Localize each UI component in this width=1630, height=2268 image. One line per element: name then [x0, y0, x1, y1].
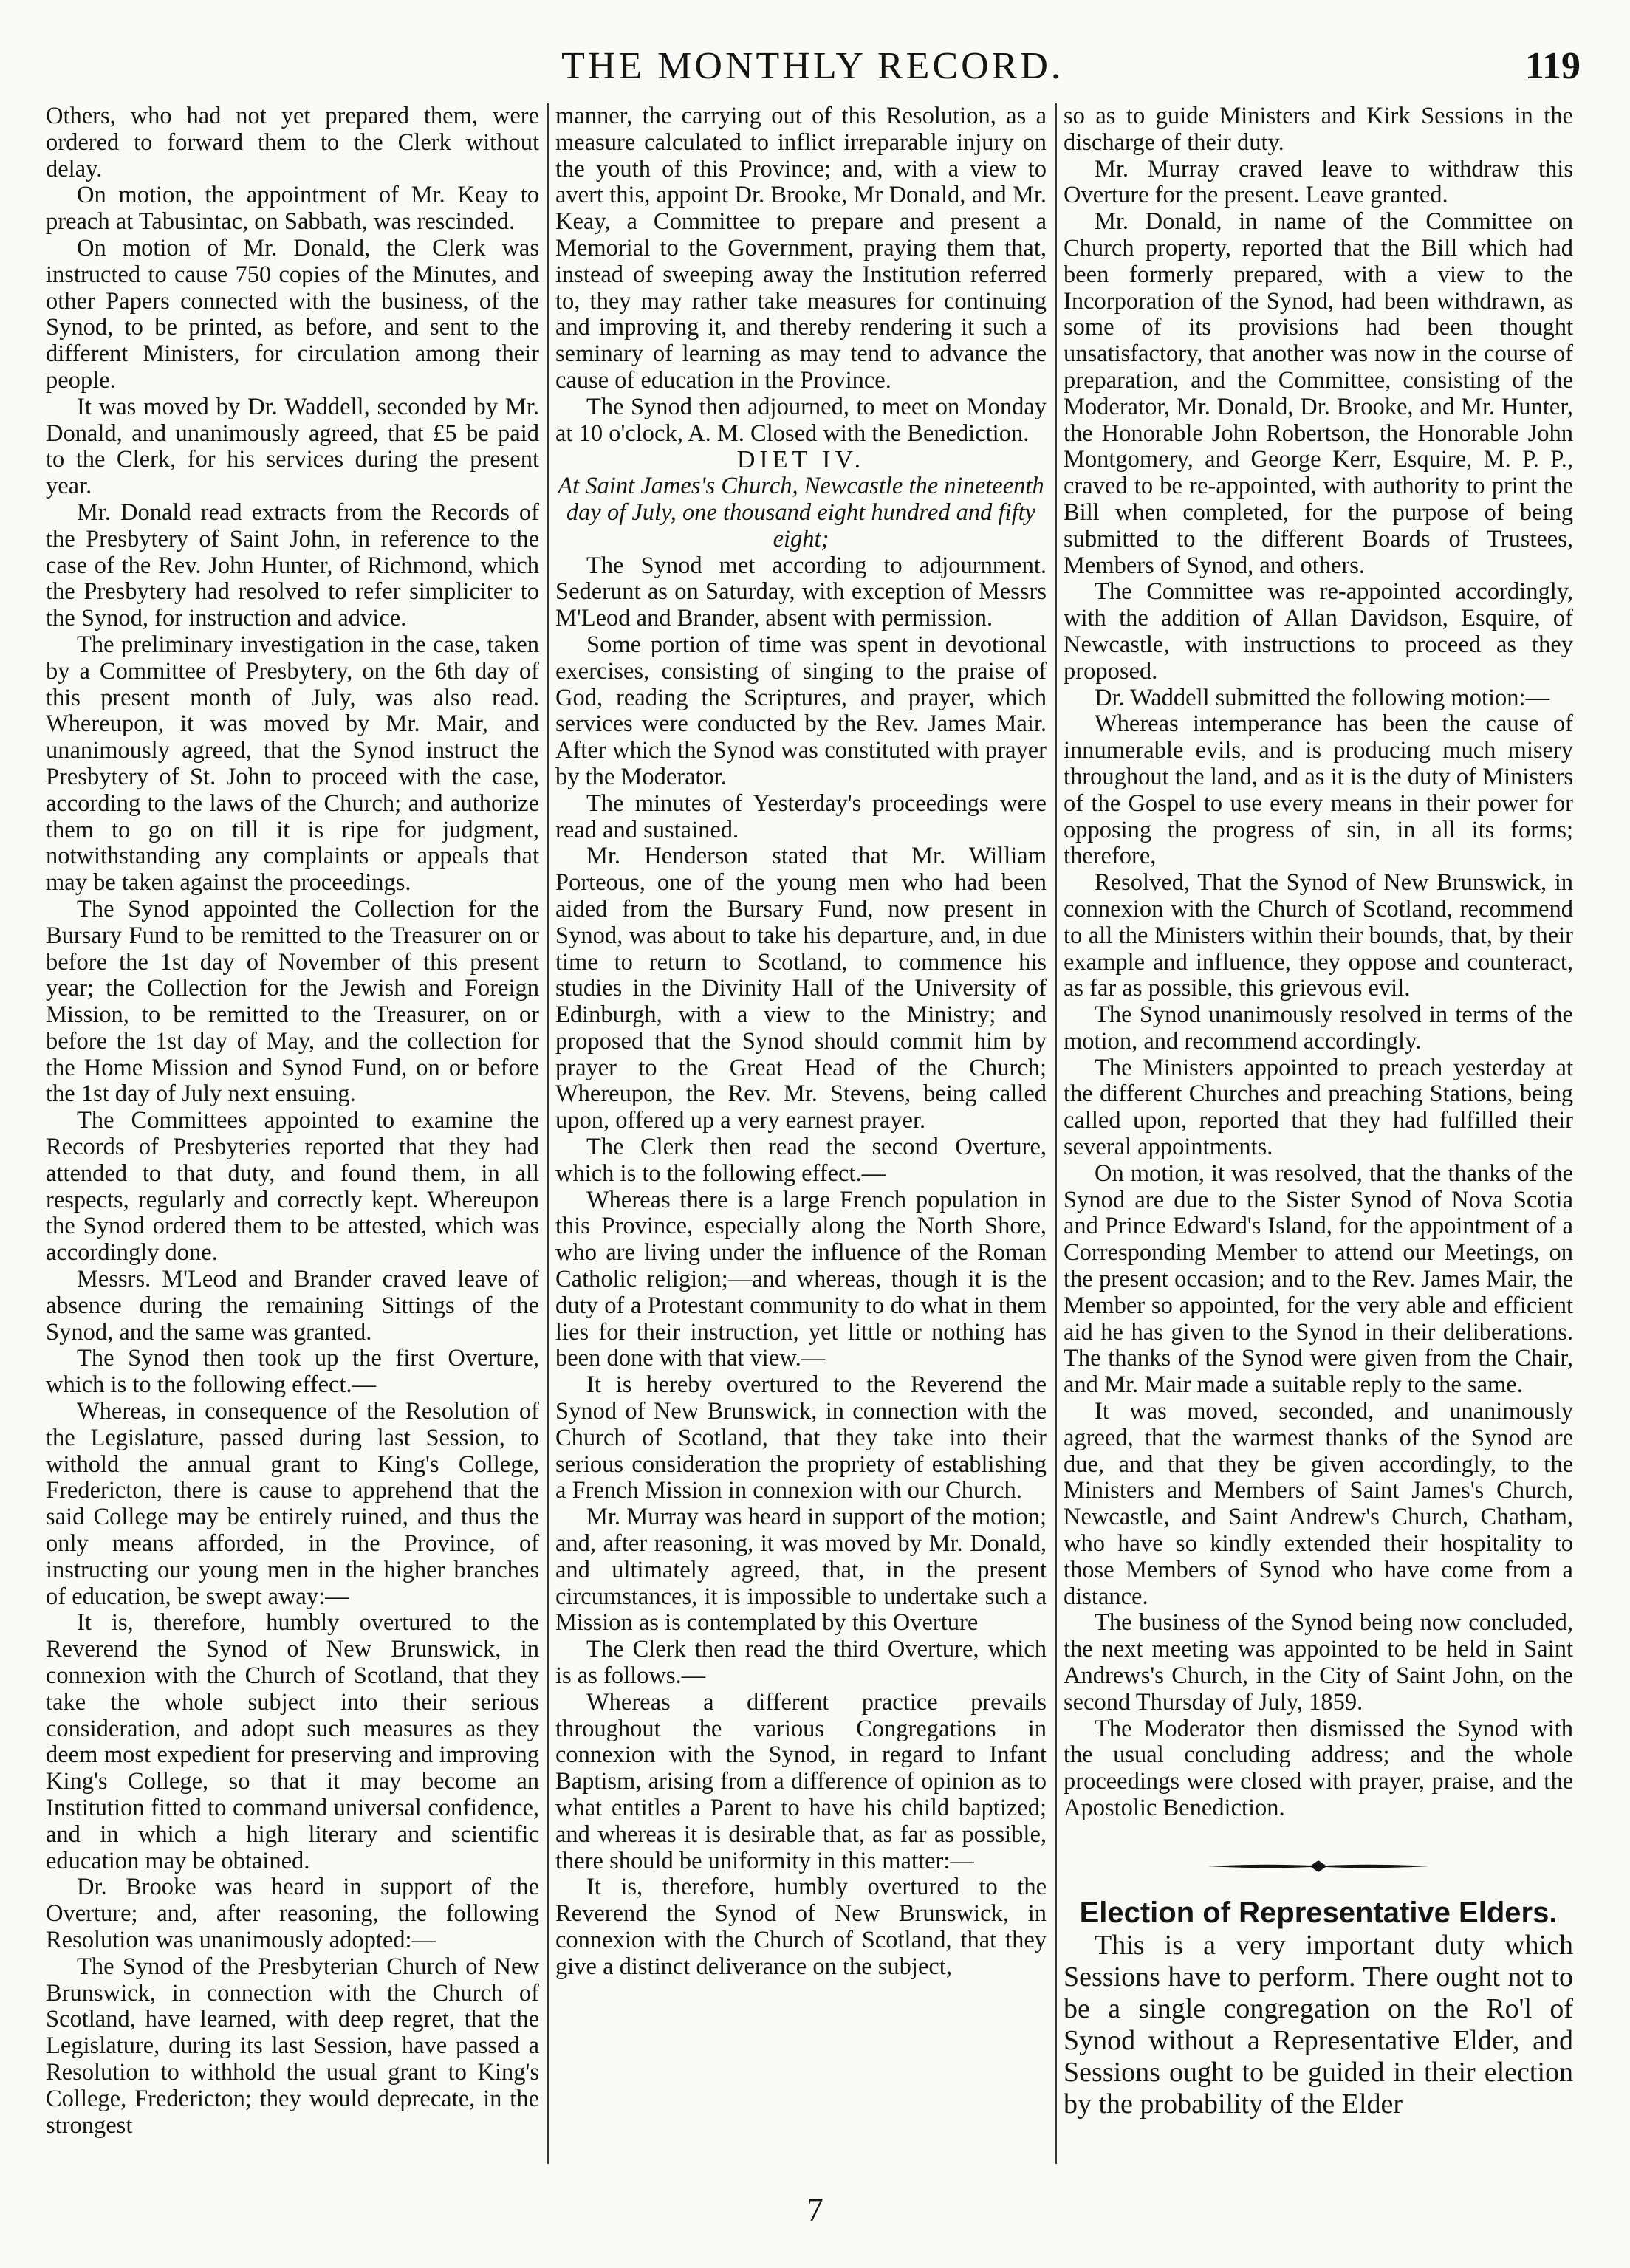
- paragraph: The Clerk then read the third Overture, which is as follows.—: [555, 1636, 1047, 1690]
- column-rule: [547, 103, 549, 2164]
- ornament-divider: [1064, 1844, 1573, 1888]
- paragraph: Mr. Henderson stated that Mr. William Porteous, one of the young men who had been aided from the Bursary Fund, now present in Synod, was about to take his departure, and, in due time to return to Scotland, to commence his studies in the Divinity Hall of the University of Edinburgh, with a view to the Ministry; and proposed that the Synod should commit him by prayer to the Great Head of the Church; Whereupon, the Rev. Mr. Stevens, being called upon, offered up a very earnest prayer.: [555, 843, 1047, 1134]
- meeting-location: At Saint James's Church, Newcastle the nineteenth day of July, one thousand eight hundred and fifty eight;: [558, 473, 1044, 552]
- running-header: [44, 44, 1581, 96]
- column-rule: [1055, 103, 1057, 2164]
- paragraph: Resolved, That the Synod of New Brunswick, in connexion with the Church of Scotland, recommend to all the Ministers within their bounds, that, by their example and influence, they oppose and counteract, as far as possible, this grievous evil.: [1064, 869, 1573, 1002]
- paragraph: The minutes of Yesterday's proceedings were read and sustained.: [555, 789, 1047, 843]
- paragraph: On motion, the appointment of Mr. Keay to preach at Tabusintac, on Sabbath, was rescinded.: [46, 182, 539, 236]
- paragraph: On motion, it was resolved, that the thanks of the Synod are due to the Sister Synod of Nova Scotia and Prince Edward's Island, for the appointment of a Corresponding Member to attend our Meetings, on the present occasion; and to the Rev. James Mair, the Member so appointed, for the very able and efficient aid he has given to the Synod in their deliberations. The thanks of the Synod were given from the Chair, and Mr. Mair made a suitable reply to the same.: [1064, 1159, 1573, 1399]
- paragraph: The Synod unanimously resolved in terms of the motion, and recommend accordingly.: [1064, 1001, 1573, 1055]
- paragraph: On motion of Mr. Donald, the Clerk was instructed to cause 750 copies of the Minutes, and other Papers connected with the business, of the Synod, to be printed, as before, and sent to the different Ministers, for circulation among their people.: [46, 234, 539, 394]
- paragraph: The Synod then took up the first Overture, which is to the following effect.—: [46, 1345, 539, 1399]
- paragraph: The Synod of the Presbyterian Church of New Brunswick, in connection with the Church of Scotland, have learned, with deep regret, that the Legislature, during its last Session, have passed a Resolution to withhold the usual grant to King's College, Fredericton; they would deprecate, in the strongest: [46, 1953, 539, 2139]
- section-heading: Election of Representative Elders.: [1079, 1896, 1558, 1929]
- paragraph: It is, therefore, humbly overtured to the Reverend the Synod of New Brunswick, in connexion with the Church of Scotland, that they give a distinct deliverance on the subject,: [555, 1874, 1047, 1980]
- paragraph: so as to guide Ministers and Kirk Sessions in the discharge of their duty.: [1064, 103, 1573, 156]
- paragraph: The business of the Synod being now concluded, the next meeting was appointed to be held in Saint Andrews's Church, in the City of Saint John, on the second Thursday of July, 1859.: [1064, 1609, 1573, 1716]
- paragraph: It was moved by Dr. Waddell, seconded by Mr. Donald, and unanimously agreed, that £5 be paid to the Clerk, for his services during the present year.: [46, 393, 539, 500]
- paragraph: Mr. Murray was heard in support of the motion; and, after reasoning, it was moved by Mr. Donald, and ultimately agreed, that, in the present circumstances, it is impossible to undertake such a Mission as is contemplated by this Overture: [555, 1504, 1047, 1637]
- paragraph: Messrs. M'Leod and Brander craved leave of absence during the remaining Sittings of the Synod, and the same was granted.: [46, 1266, 539, 1346]
- page-number: 119: [1524, 45, 1581, 87]
- paragraph: The Ministers appointed to preach yesterday at the different Churches and preaching Stations, being called upon, reported that they had fulfilled their several appointments.: [1064, 1054, 1573, 1161]
- paragraph: The Moderator then dismissed the Synod with the usual concluding address; and the whole proceedings were closed with prayer, praise, and the Apostolic Benediction.: [1064, 1715, 1573, 1821]
- paragraph: Whereas there is a large French population in this Province, especially along the North Shore, who are living under the influence of the Roman Catholic religion;—and whereas, though it is the duty of a Protestant community to do what in them lies for their instruction, yet little or nothing has been done with that view.—: [555, 1186, 1047, 1372]
- paragraph: It is, therefore, humbly overtured to the Reverend the Synod of New Brunswick, in connexion with the Church of Scotland, that they take the whole subject into their serious consideration, and adopt such measures as they deem most expedient for preserving and improving King's College, so that it may become an Institution fitted to command universal confidence, and in which a high literary and scientific education may be obtained.: [46, 1609, 539, 1874]
- paragraph: Whereas a different practice prevails throughout the various Congregations in connexion with the Synod, in regard to Infant Baptism, arising from a difference of opinion as to what entitles a Parent to have his child baptized; and whereas it is desirable that, as far as possible, there should be uniformity in this matter:—: [555, 1688, 1047, 1874]
- paragraph: The Committees appointed to examine the Records of Presbyteries reported that they had attended to that duty, and found them, in all respects, regularly and correctly kept. Whereupon the Synod ordered them to be attested, which was accordingly done.: [46, 1107, 539, 1267]
- signature-mark: 7: [807, 2190, 823, 2228]
- paragraph: The preliminary investigation in the case, taken by a Committee of Presbytery, on the 6th day of this present month of July, was also read. Whereupon, it was moved by Mr. Mair, and unanimously agreed, that the Synod instruct the Presbytery of St. John to proceed with the case, according to the laws of the Church; and authorize them to go on till it is ripe for judgment, notwithstanding any complaints or appeals that may be taken against the proceedings.: [46, 631, 539, 897]
- paragraph: It was moved, seconded, and unanimously agreed, that the warmest thanks of the Synod are due, and that they be given accordingly, to the Ministers and Members of Saint James's Church, Newcastle, and Saint Andrew's Church, Chatham, who have so kindly extended their hospitality to those Members of Synod who have come from a distance.: [1064, 1398, 1573, 1610]
- paragraph: Dr. Brooke was heard in support of the Overture; and, after reasoning, the following Resolution was unanimously adopted:—: [46, 1874, 539, 1953]
- paragraph: Whereas intemperance has been the cause of innumerable evils, and is producing much misery throughout the land, and as it is the duty of Ministers of the Gospel to use every means in their power for opposing the progress of sin, in all its forms; therefore,: [1064, 710, 1573, 870]
- diet-heading: DIET IV.: [736, 446, 866, 474]
- paragraph: Mr. Donald, in name of the Committee on Church property, reported that the Bill which had been formerly prepared, with a view to the Incorporation of the Synod, had been withdrawn, as some of its provisions had been thought unsatisfactory, that another was now in the course of preparation, and the Committee, consisting of the Moderator, Mr. Donald, Dr. Brooke, and Mr. Hunter, the Honorable John Robertson, the Honorable John Montgomery, and George Kerr, Esquire, M. P. P., craved to be re-appointed, with authority to print the Bill when completed, for the purpose of being submitted to the different Boards of Trustees, Members of Synod, and others.: [1064, 208, 1573, 579]
- ornament-rule-icon: [1208, 1857, 1429, 1875]
- paragraph: The Synod met according to adjournment. Sederunt as on Saturday, with exception of Messrs M'Leod and Brander, absent with permission.: [555, 552, 1047, 632]
- paragraph: Some portion of time was spent in devotional exercises, consisting of singing to the praise of God, reading the Scriptures, and prayer, which services were conducted by the Rev. James Mair. After which the Synod was constituted with prayer by the Moderator.: [555, 631, 1047, 790]
- paragraph: Others, who had not yet prepared them, were ordered to forward them to the Clerk without delay.: [46, 103, 539, 182]
- paragraph: The Synod then adjourned, to meet on Monday at 10 o'clock, A. M. Closed with the Benediction.: [555, 393, 1047, 447]
- paragraph: Mr. Donald read extracts from the Records of the Presbytery of Saint John, in reference to the case of the Rev. John Hunter, of Richmond, which the Presbytery had resolved to refer simpliciter to the Synod, for instruction and advice.: [46, 499, 539, 632]
- column-3: [1064, 103, 1573, 2171]
- column-2: [555, 103, 1047, 2171]
- paragraph: Mr. Murray craved leave to withdraw this Overture for the present. Leave granted.: [1064, 155, 1573, 209]
- paragraph: The Synod appointed the Collection for the Bursary Fund to be remitted to the Treasurer on or before the 1st day of November of this present year; the Collection for the Jewish and Foreign Mission, to be remitted to the Treasurer, on or before the 1st day of May, and the collection for the Home Mission and Synod Fund, on or before the 1st day of July next ensuing.: [46, 895, 539, 1108]
- paragraph: manner, the carrying out of this Resolution, as a measure calculated to inflict irreparable injury on the youth of this Province; and, with a view to avert this, appoint Dr. Brooke, Mr Donald, and Mr. Keay, a Committee to prepare and present a Memorial to the Government, praying them that, instead of sweeping away the Institution referred to, they may rather take measures for continuing and improving it, and thereby rendering it such a seminary of learning as may tend to advance the cause of education in the Province.: [555, 103, 1047, 394]
- paragraph: The Committee was re-appointed accordingly, with the addition of Allan Davidson, Esquire, of Newcastle, with instructions to proceed as they proposed.: [1064, 578, 1573, 685]
- paragraph: This is a very important duty which Sessions have to perform. There ought not to be a single congregation on the Ro'l of Synod without a Representative Elder, and Sessions ought to be guided in their election by the probability of the Elder: [1064, 1929, 1573, 2120]
- paragraph: Dr. Waddell submitted the following motion:—: [1095, 684, 1550, 711]
- paragraph: The Clerk then read the second Overture, which is to the following effect.—: [555, 1134, 1047, 1187]
- column-1: [46, 103, 539, 2171]
- paragraph: Whereas, in consequence of the Resolution of the Legislature, passed during last Session, to withold the annual grant to King's College, Fredericton, there is cause to apprehend that the said College may be entirely ruined, and thus the only means afforded, in the Province, of instructing our young men in the higher branches of education, be swept away:—: [46, 1398, 539, 1610]
- paragraph: It is hereby overtured to the Reverend the Synod of New Brunswick, in connection with the Church of Scotland, that they take into their serious consideration the propriety of establishing a French Mission in connexion with our Church.: [555, 1371, 1047, 1504]
- journal-title: THE MONTHLY RECORD.: [561, 45, 1064, 87]
